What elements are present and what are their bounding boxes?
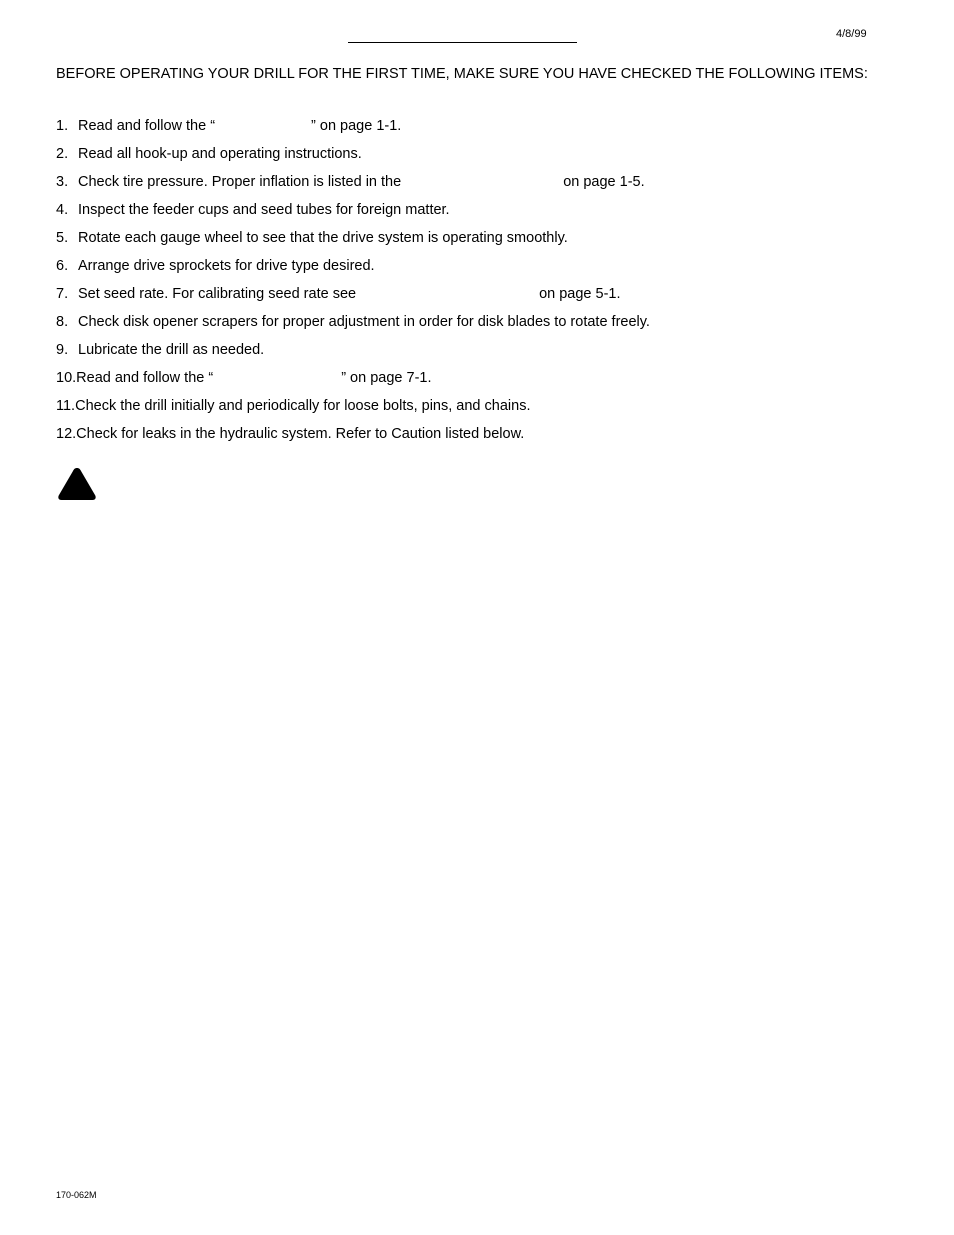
checklist-item-11 xyxy=(56,396,916,424)
item-text: Lubricate the drill as needed. xyxy=(78,342,265,358)
item-number: 10. xyxy=(56,370,77,386)
checklist-item-8 xyxy=(56,312,916,340)
item-number: 3. xyxy=(56,174,69,190)
item-number: 12. xyxy=(56,426,77,442)
item-number: 8. xyxy=(56,314,69,330)
item-text: Check tire pressure. Proper inflation is listed in the xyxy=(78,174,402,190)
item-text: Rotate each gauge wheel to see that the drive system is operating smoothly. xyxy=(78,230,568,246)
item-number: 5. xyxy=(56,230,69,246)
checklist-item-3 xyxy=(56,172,916,200)
item-number: 9. xyxy=(56,342,69,358)
header-rule xyxy=(348,42,577,43)
item-text: Read all hook-up and operating instructions. xyxy=(78,146,362,162)
item-text: on page 5-1. xyxy=(539,286,621,302)
item-text: Read and follow the “ xyxy=(78,118,216,134)
item-number: 2. xyxy=(56,146,69,162)
item-number: 1. xyxy=(56,118,69,134)
checklist-item-4 xyxy=(56,200,916,228)
checklist-item-9 xyxy=(56,340,916,368)
item-text: Check for leaks in the hydraulic system. Refer to Caution listed below. xyxy=(76,426,525,442)
checklist-intro: BEFORE OPERATING YOUR DRILL FOR THE FIRST TIME, MAKE SURE YOU HAVE CHECKED THE FOLLOWING ITEMS: xyxy=(56,66,868,82)
checklist-item-6 xyxy=(56,256,916,284)
item-text: Read and follow the “ xyxy=(76,370,214,386)
item-number: 6. xyxy=(56,258,69,274)
revision-date: 4/8/99 xyxy=(836,28,867,40)
document-code: 170-062M xyxy=(56,1190,97,1200)
item-text: Set seed rate. For calibrating seed rate see xyxy=(78,286,357,302)
item-text: Check the drill initially and periodically for loose bolts, pins, and chains. xyxy=(75,398,531,414)
item-text: Inspect the feeder cups and seed tubes for foreign matter. xyxy=(78,202,450,218)
warning-triangle-icon xyxy=(57,466,97,501)
checklist-item-1 xyxy=(56,116,916,144)
item-number: 11. xyxy=(56,398,76,414)
checklist-item-2 xyxy=(56,144,916,172)
item-text: ” on page 7-1. xyxy=(341,370,432,386)
item-text: Arrange drive sprockets for drive type desired. xyxy=(78,258,375,274)
checklist-item-5 xyxy=(56,228,916,256)
pre-operation-checklist xyxy=(56,116,916,452)
checklist-item-7 xyxy=(56,284,916,312)
item-number: 4. xyxy=(56,202,69,218)
checklist-item-10 xyxy=(56,368,916,396)
item-number: 7. xyxy=(56,286,69,302)
item-text: ” on page 1-1. xyxy=(311,118,402,134)
item-text: on page 1-5. xyxy=(563,174,645,190)
item-text: Check disk opener scrapers for proper adjustment in order for disk blades to rotate freely. xyxy=(78,314,650,330)
checklist-item-12 xyxy=(56,424,916,452)
